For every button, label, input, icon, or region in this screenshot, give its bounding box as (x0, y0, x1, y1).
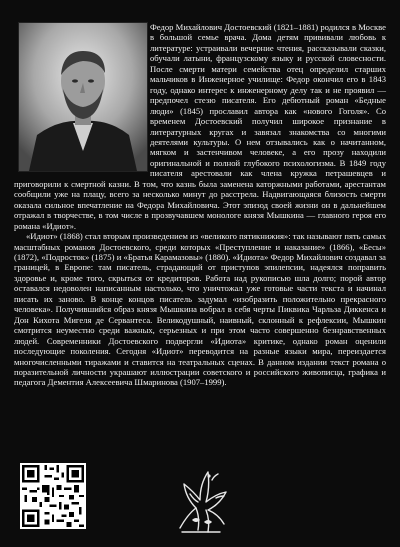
paragraph-biography: Федор Михайлович Достоевский (1821–1881) родился в Москве в большой семье врача. Дома детям прививали любовь к литературе: устраивали вечерние чтения, рассказывали сказки, обучали латыни, французскому языку и русской словесности. После смерти матери семейства отец определил старших мальчиков в Инженерное училище: Федор окончил его в 1843 году, однако интерес к инженерному делу так и не проявил — предпочел стезю писателя. Его дебютный роман «Бедные люди» (1845) прославил автора как «нового Гоголя». Со временем Достоевский получил широкое признание в литературных кругах и завязал знакомства со многими деятелями культуры. О нем отзывались как о начитанном, мягком и застенчивом человеке, а его прозу находили оригинальной и полной глубокого психологизма. В 1849 году писателя арестовали как члена кружка петрашевцев и приговорили к смертной казни. В том, что казнь была заменена каторжными работами, арестантам сообщили уже на плацу, всего за несколько минут до расстрела. Надвигающаяся близость смерти оказала сильное впечатление на Федора Михайловича. Этот эпизод своей жизни он в дальнейшем отражал в творчестве, в том числе в прозвучавшем монологе князя Мышкина — главного героя его романа «Идиот». (14, 22, 386, 231)
publisher-logo (166, 458, 236, 536)
publisher-logo-icon (166, 458, 236, 536)
annotation-text (14, 22, 386, 388)
paragraph-novel: «Идиот» (1868) стал вторым произведением из «великого пятикнижия»: так называют пять самых масштабных романов Достоевского, среди которых «Преступление и наказание» (1866), «Бесы» (1872), «Подросток» (1875) и «Братья Карамазовы» (1880). «Идиота» Федор Михайлович создавал за границей, в Европе: там писатель, страдающий от приступов эпилепсии, надеялся поправить здоровье и, кроме того, скрыться от кредиторов. Работа над рукописью шла долго; порой автор оставался недоволен написанным настолько, что уничтожал уже готовые части текста и начинал писать их заново. В конце концов писатель задумал «изобразить положительно прекрасного человека». Получившийся образ князя Мышкина вобрал в себя черты Пиквика Чарльза Диккенса и Дон Кихота Мигеля де Сервантеса. Великодушный, наивный, склонный к рефлексии, Мышкин смотрится неуместно среди важных, серьезных и при этом часто совершенно безнравственных людей. Современники Достоевского подвергли «Идиота» критике, однако роман оценили последующие поколения. Сегодня «Идиот» переводится на разные языки мира, переиздается многочисленными тиражами и ставится на театральных сценах. В данном издании текст романа о поразительной личности украшают иллюстрации советского и российского живописца, графика и педагога Дементия Алексеевича Шмаринова (1907–1999). (14, 231, 386, 388)
portrait-spacer (14, 22, 150, 172)
qr-code-icon (22, 465, 84, 527)
qr-code (20, 463, 86, 529)
